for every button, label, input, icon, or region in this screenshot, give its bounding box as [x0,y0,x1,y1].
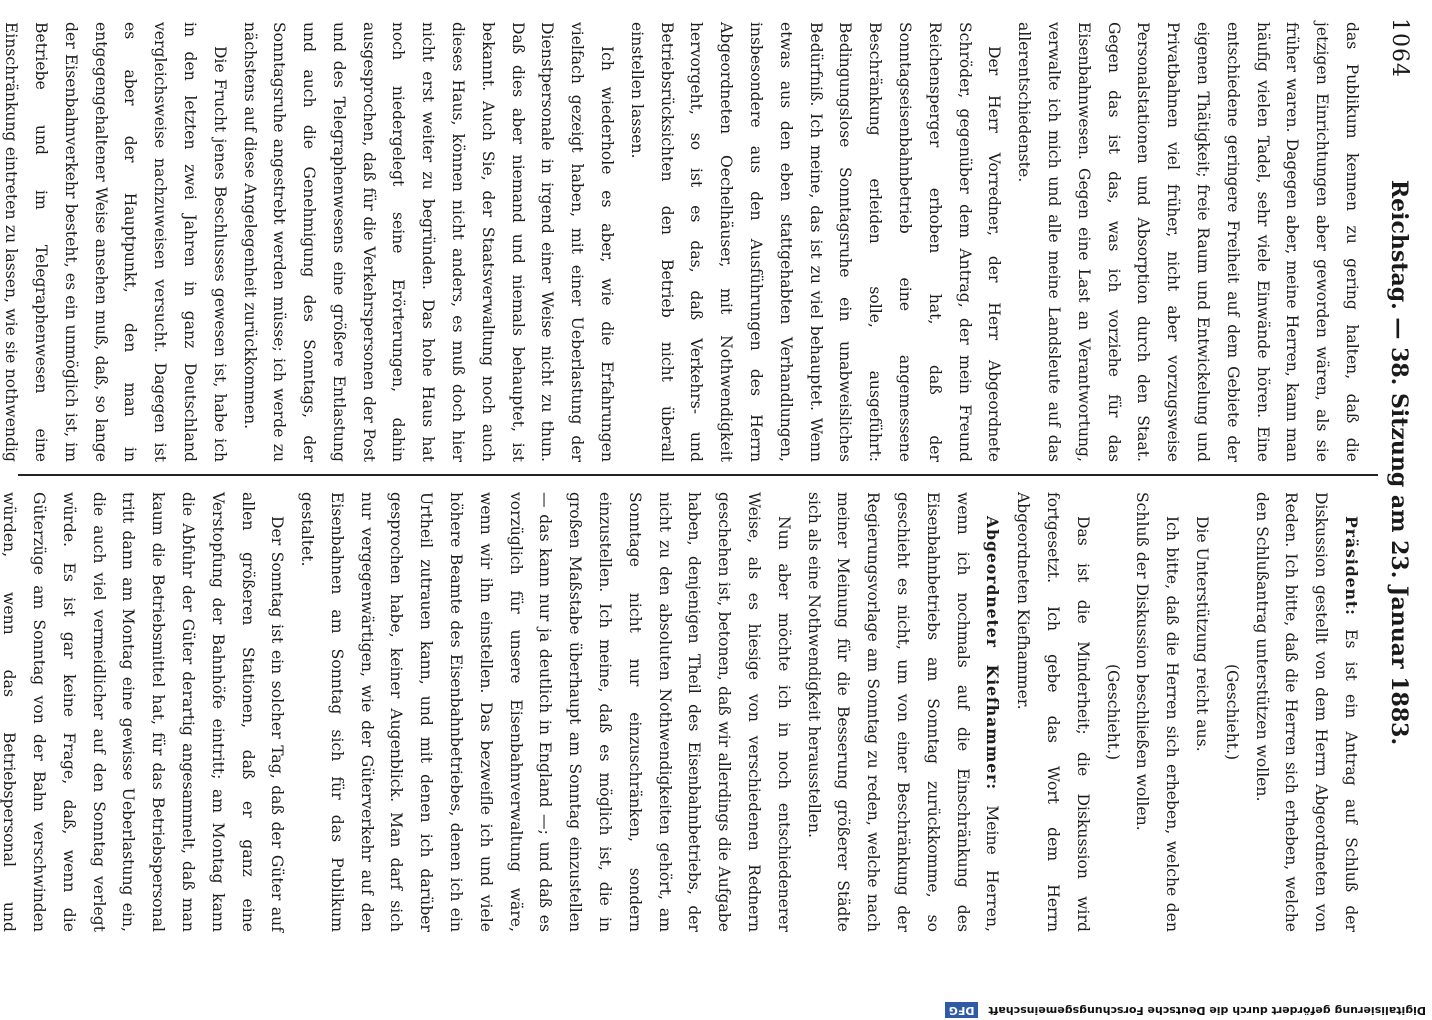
paragraph: Ich bitte, daß die Herren sich erheben, welche den Schluß der Diskussion beschließen wollen. [1133,492,1182,932]
paragraph: das Publikum kennen zu gering halten, daß die jetzigen Einrichtungen aber geworden wären, als sie früher waren. Dagegen aber, meine Herren, kann man häufig vielen Tadel, sehr viele Einwände hören. Eine entschiedene geringere Freiheit auf dem Gebiete der eigenen Thätigkeit; freie Raum und Entwickelung und Privatbahnen viel früher, nicht aber vorzugsweise Personalstationen und Absorption durch den Staat. Gegen das ist das, was ich vorziehe für das Eisenbahnwesen. Gegen eine Last an Verantwortung, verwalte ich mich und alle meine Landsleute auf das allerentschiedenste. [1015,22,1361,462]
paragraph: Die Frucht jenes Beschlusses gewesen ist, habe ich in den letzten zwei Jahren in ganz Deutschland vergleichsweise nachzuweisen versucht. Dagegen ist es aber der Hauptpunkt, den man in entgegengehaltener Weise ansehen muß, daß, so lange der Eisenbahnverkehr besteht, es ein unmöglich ist, im Betriebe und im Telegraphenwesen eine Einschränkung eintreten zu lassen, wie sie nothwendig [2,22,229,462]
speech-text: Es ist ein Antrag auf Schluß der Diskussion gestellt von dem Herrn Abgeordneten von Reden. Ich bitte, daß die Herren sich erheben, welche den Schlußantrag unterstützen wollen. [1252,492,1360,932]
speech-paragraph [1246,492,1366,932]
paragraph: Das ist die Minderheit; die Diskussion wird fortgesetzt. Ich gebe das Wort dem Herrn Abgeordneten Kiefhammer. [1014,492,1092,932]
stage-direction: (Geschieht.) [1222,663,1241,761]
speech-text: Meine Herren, wenn ich nochmals auf die Einschränkung des Eisenbahnbetriebs am Sonntag zurückkomme, so geschieht es nicht, um von einer Beschränkung der Regierungsvorlage am Sonntag zu reden, welche nach meiner Meinung für die Besserung größerer Städte sich als eine Nothwendigkeit herausstellen. [804,492,1002,932]
paragraph: Ich wiederhole es aber, wie die Erfahrungen vielfach gezeigt haben, mit einer Ueberlastung der Dienstpersonale in irgend einer Weise nicht zu thun. Daß dies aber niemand und niemals behauptet, ist bekannt. Auch Sie, der Staatsverwaltung noch auch dieses Haus, können nicht anders, es muß doch hier nicht erst weiter zu begründen. Das hohe Haus hat noch niedergelegt seine Erörterungen, dahin ausgesprochen, daß für die Verkehrspersonen der Post und des Telegraphenwesens eine größere Entlastung und auch die Genehmigung des Sonntags, der Sonntagsruhe angestrebt werden müsse; ich werde zu nächstens auf diese Angelegenheit zurückkommen. [240,22,617,462]
dfg-logo: DFG [945,1002,979,1018]
page-header [1378,10,1420,915]
stage-direction: (Geschieht.) [1103,663,1122,761]
speech-paragraph [798,492,1008,932]
digitization-credit-text: Digitalisierung gefördert durch die Deutsche Forschungsgemeinschaft [988,1004,1426,1017]
left-column [2,22,1366,462]
speaker-name: Präsident: [1342,516,1361,616]
paragraph: Der Herr Vorredner, der Herr Abgeordnete Schröder, gegenüber dem Antrag, der mein Freund Reichensperger erhoben hat, daß der Sonntagseisenbahnbetrieb eine angemessene Beschränkung erleiden solle, ausgeführt: Bedingungslose Sonntagsruhe ein unabweisliches Bedürfniß. Ich meine, das ist zu viel behauptet. Wenn etwas aus den eben stattgehabten Verhandlungen, insbesondere aus den Ausführungen des Herrn Abgeordneten Oechelhäuser, mit Nothwendigkeit hervorgeht, so ist es das, daß Verkehrs- und Betriebsrücksichten den Betrieb nicht überall einstellen lassen. [627,22,1004,462]
paragraph: Die Unterstützung reicht aus. [1193,516,1212,752]
paragraph: Nun aber möchte ich in noch entschiedenerer Weise, als es hiesige von verschiedenen Rednern geschehen ist, betonen, daß wir allerdings die Aufgabe haben, denjenigen Theil des Eisenbahnbetriebs, der nicht zu den absoluten Nothwendigkeiten gehört, am Sonntage nicht nur einzuschränken, sondern einzustellen. Ich meine, daß es möglich ist, die in großen Maßstabe überhaupt am Sonntag einzustellen — das kann nur ja deutlich in England —; und daß es vorzüglich für unsere Eisenbahnverwaltung wäre, wenn wir ihn einstellen. Das bezweifle ich und viele höhere Beamte des Eisenbahnbetriebes, denen ich ein Urtheil zutrauen kann, und mit denen ich darüber gesprochen habe, keiner Augenblick. Man darf sich nur vergegenwärtigen, wie der Güterverkehr auf den Eisenbahnen am Sonntag sich für das Publikum gestaltet. [298,492,793,932]
paragraph: Der Sonntag ist ein solcher Tag, daß der Güter auf allen größeren Stationen, daß er ganz eine Verstopfung der Bahnhöfe eintritt; am Montag kann die Abfuhr der Güter derartig angesammelt, daß man kaum die Betriebsmittel hat, für das Betriebspersonal tritt dann am Montag eine gewisse Ueberlastung ein, die auch viel vermeidlicher auf den Sonntag verlegt würde. Es ist gar keine Frage, daß, wenn die Güterzüge am Sonntag von der Bahn verschwinden würden, wenn das Betriebspersonal und [0,492,287,932]
column-divider [18,474,1378,476]
digitization-credit [948,1000,1426,1020]
speaker-name: Abgeordneter Kiefhammer: [983,516,1003,791]
right-column [0,492,1366,932]
page-number: 1064 [1387,18,1412,78]
running-title: Reichstag. — 38. Sitzung am 23. Januar 1883. [1386,179,1412,746]
